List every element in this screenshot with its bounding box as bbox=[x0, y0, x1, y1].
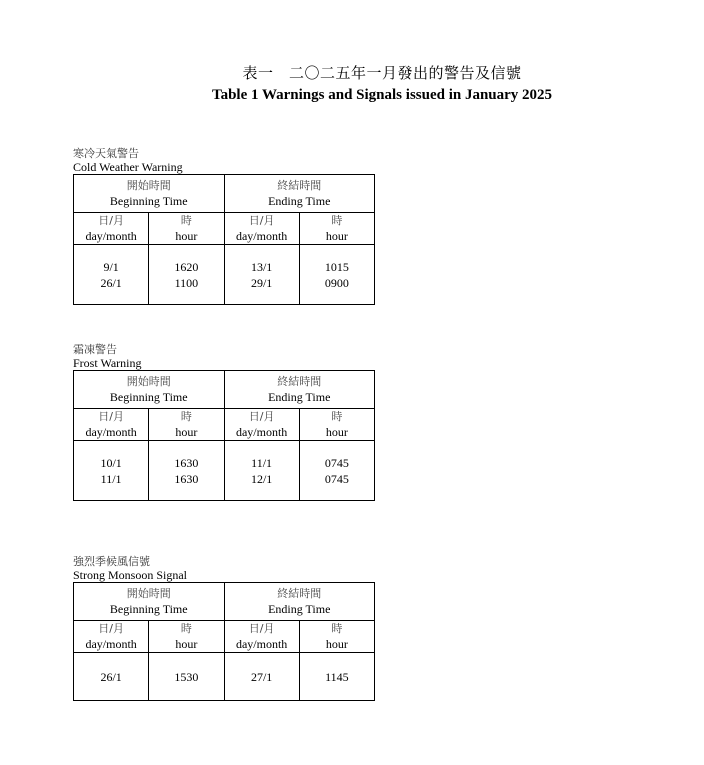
begin-hour-header: 時 hour bbox=[149, 621, 224, 653]
table-title-english: Table 1 Warnings and Signals issued in January 2025 bbox=[211, 87, 553, 103]
begin-hour-cell: 1530 bbox=[149, 653, 224, 701]
warning-table bbox=[73, 174, 375, 305]
section-title-english: Frost Warning bbox=[73, 356, 142, 370]
begin-hour-cell: 1620 1100 bbox=[149, 245, 224, 305]
beginning-time-header: 開始時間 Beginning Time bbox=[74, 175, 225, 213]
section-title-english: Strong Monsoon Signal bbox=[73, 568, 188, 582]
end-day-cell: 13/1 29/1 bbox=[224, 245, 299, 305]
table-title-chinese: 表一 二〇二五年一月發出的警告及信號 bbox=[242, 64, 522, 82]
beginning-time-header: 開始時間 Beginning Time bbox=[74, 371, 225, 409]
end-hour-cell: 1145 bbox=[299, 653, 374, 701]
ending-time-header: 終結時間 Ending Time bbox=[224, 175, 375, 213]
begin-day-header: 日/月 day/month bbox=[74, 621, 149, 653]
beginning-time-header: 開始時間 Beginning Time bbox=[74, 583, 225, 621]
ending-time-header: 終結時間 Ending Time bbox=[224, 583, 375, 621]
end-hour-header: 時 hour bbox=[299, 213, 374, 245]
section-cold-weather-warning bbox=[73, 146, 375, 305]
ending-time-header: 終結時間 Ending Time bbox=[224, 371, 375, 409]
begin-day-header: 日/月 day/month bbox=[74, 213, 149, 245]
section-strong-monsoon-signal bbox=[73, 554, 375, 701]
begin-hour-header: 時 hour bbox=[149, 213, 224, 245]
section-title-english: Cold Weather Warning bbox=[73, 160, 183, 174]
section-title-chinese: 霜凍警告 bbox=[73, 343, 117, 356]
begin-day-cell: 9/1 26/1 bbox=[74, 245, 149, 305]
end-day-header: 日/月 day/month bbox=[224, 213, 299, 245]
end-hour-header: 時 hour bbox=[299, 621, 374, 653]
end-hour-cell: 0745 0745 bbox=[299, 441, 374, 501]
begin-day-cell: 26/1 bbox=[74, 653, 149, 701]
end-day-header: 日/月 day/month bbox=[224, 621, 299, 653]
end-day-cell: 11/1 12/1 bbox=[224, 441, 299, 501]
section-title-chinese: 強烈季候風信號 bbox=[73, 555, 150, 568]
end-hour-header: 時 hour bbox=[299, 409, 374, 441]
end-hour-cell: 1015 0900 bbox=[299, 245, 374, 305]
begin-hour-header: 時 hour bbox=[149, 409, 224, 441]
section-title-chinese: 寒冷天氣警告 bbox=[73, 147, 139, 160]
begin-day-header: 日/月 day/month bbox=[74, 409, 149, 441]
section-frost-warning bbox=[73, 342, 375, 501]
end-day-cell: 27/1 bbox=[224, 653, 299, 701]
end-day-header: 日/月 day/month bbox=[224, 409, 299, 441]
warning-table bbox=[73, 370, 375, 501]
begin-hour-cell: 1630 1630 bbox=[149, 441, 224, 501]
warning-table bbox=[73, 582, 375, 701]
begin-day-cell: 10/1 11/1 bbox=[74, 441, 149, 501]
